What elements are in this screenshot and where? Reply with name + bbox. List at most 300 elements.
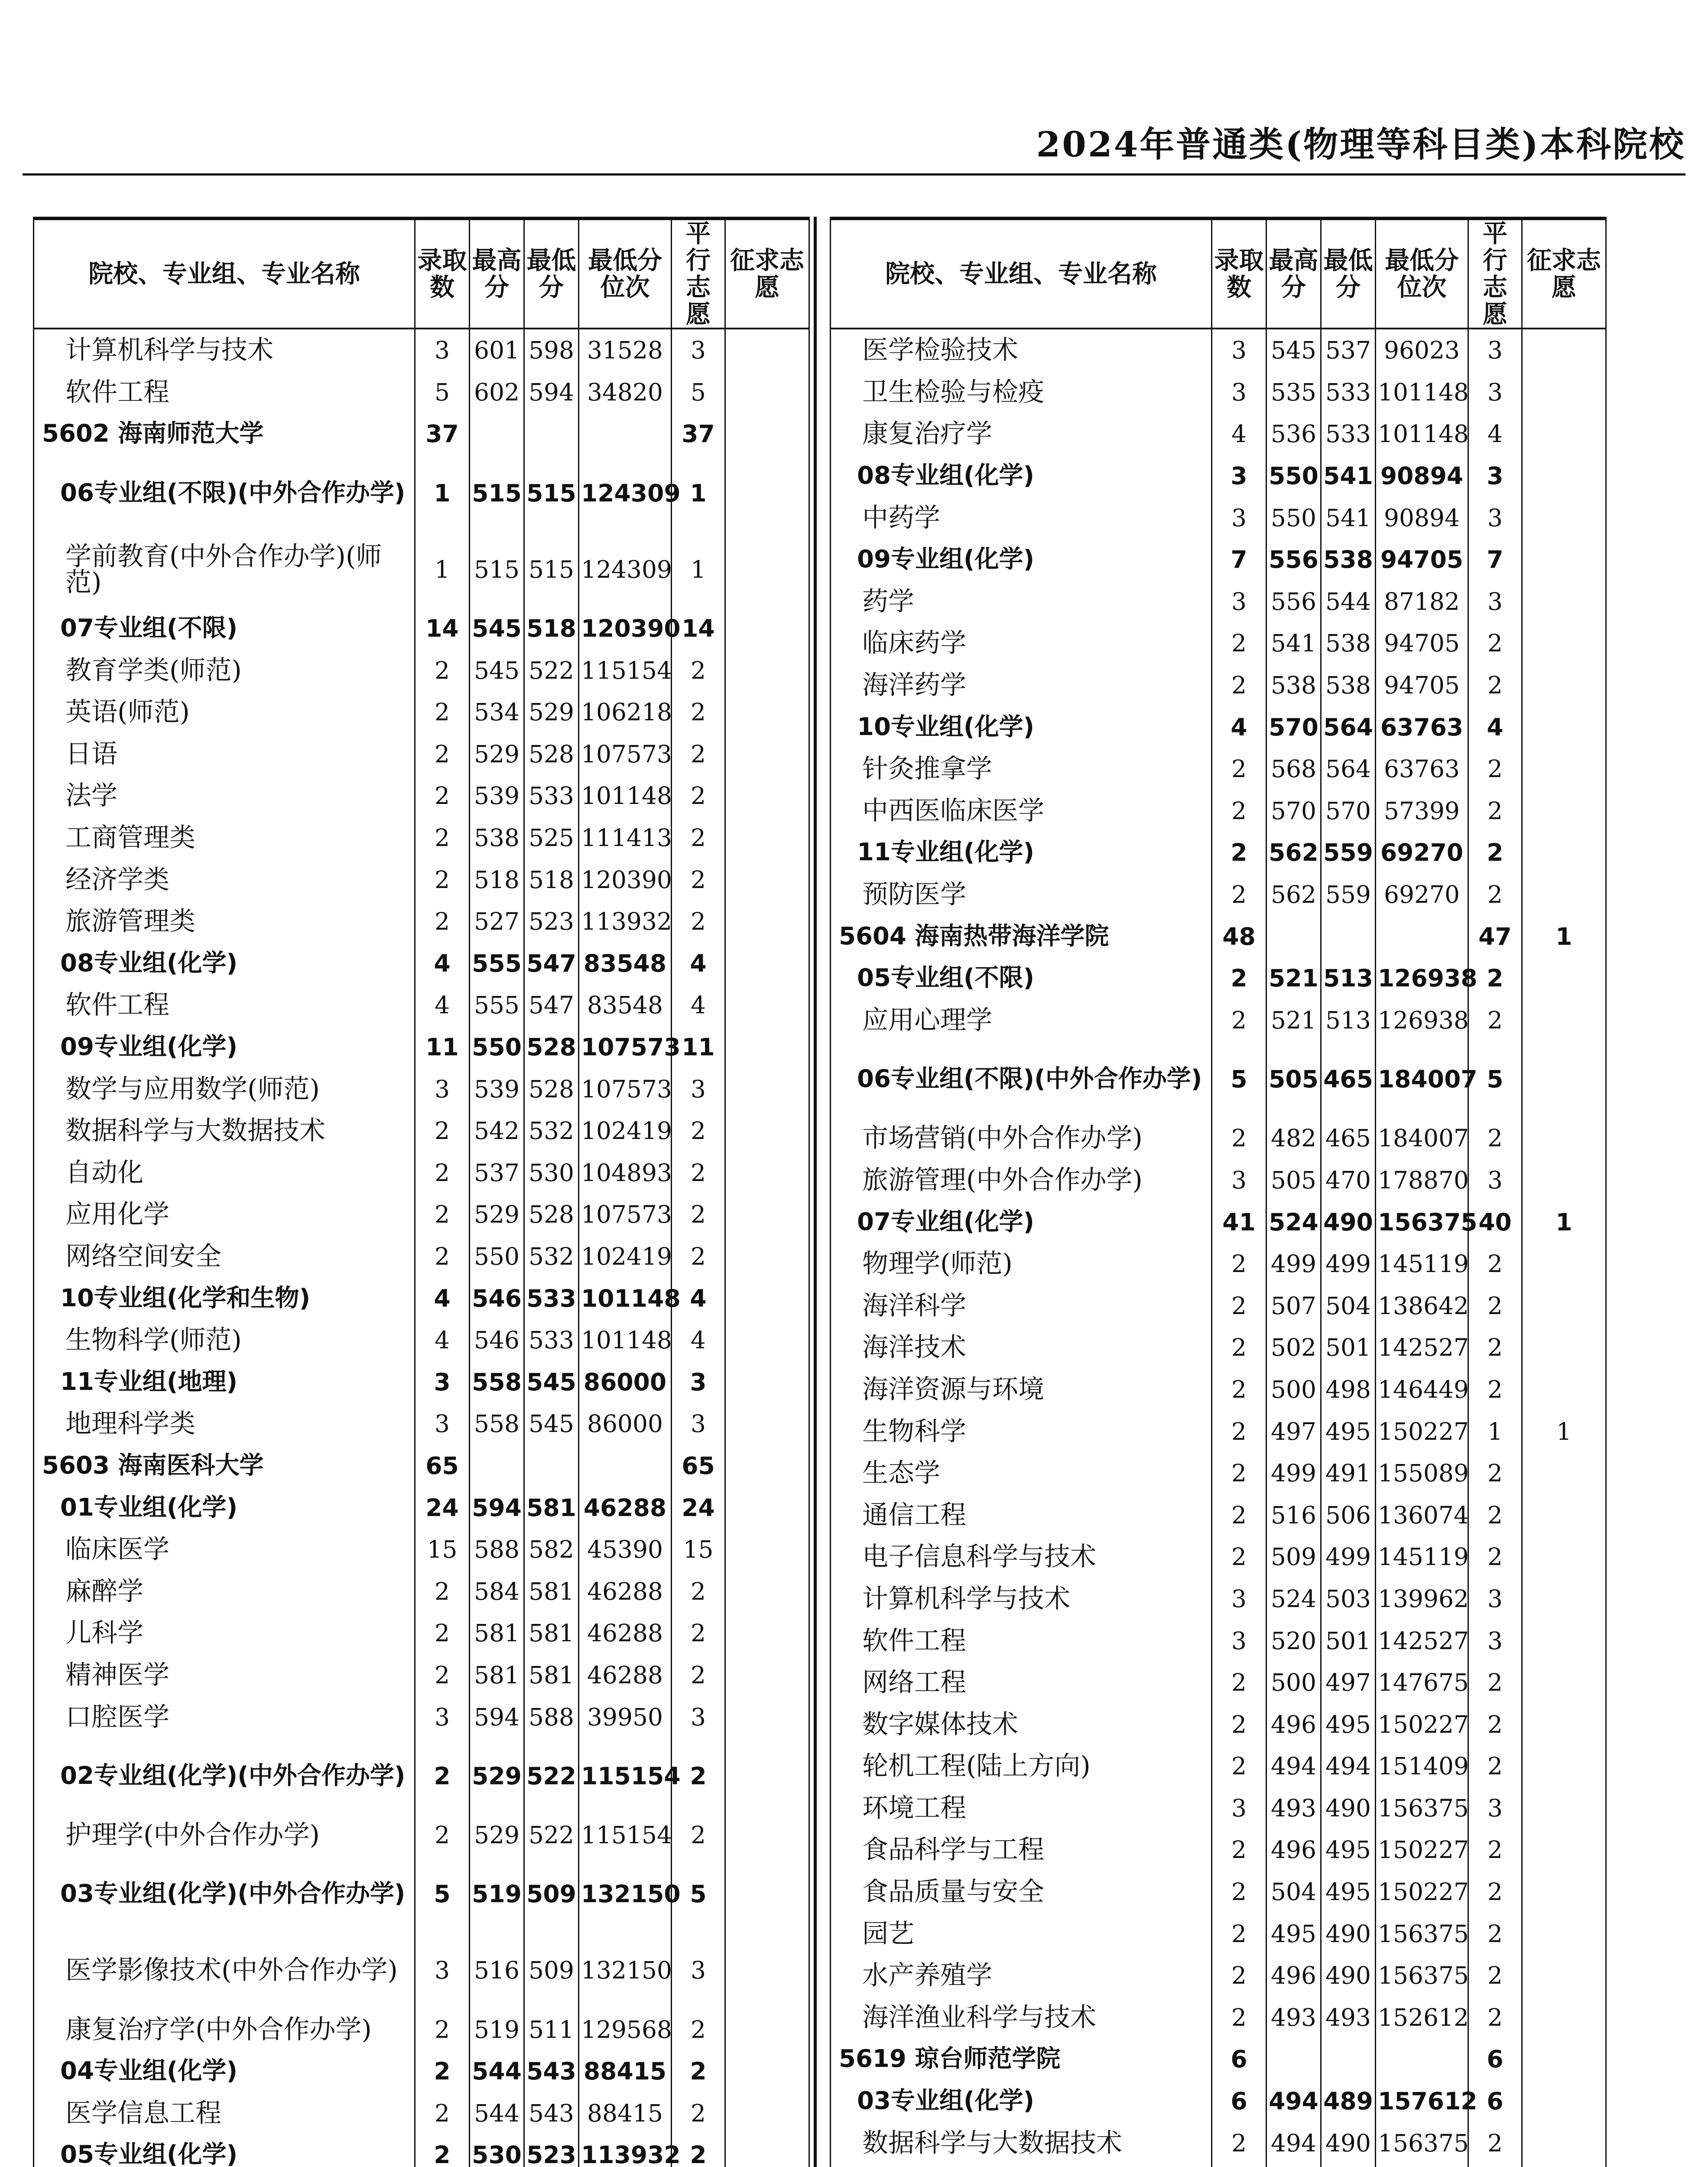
cell-min-score: 543 xyxy=(524,2050,579,2092)
cell-parallel-count: 3 xyxy=(1468,1578,1522,1620)
cell-max-score: 546 xyxy=(470,1319,524,1361)
cell-parallel-count: 2 xyxy=(1468,1703,1522,1745)
major-row xyxy=(831,1327,1606,1369)
cell-admit-count: 2 xyxy=(1212,1285,1266,1327)
major-row xyxy=(34,691,809,733)
cell-solicit-count xyxy=(1522,1913,1606,1955)
cell-solicit-count xyxy=(725,1319,809,1361)
major-row xyxy=(34,1932,809,2008)
cell-admit-count: 2 xyxy=(1212,874,1266,916)
cell-admit-count: 3 xyxy=(1212,329,1266,371)
cell-admit-count: 3 xyxy=(1212,1159,1266,1201)
cell-admit-count: 2 xyxy=(415,2050,470,2092)
major-row xyxy=(34,733,809,775)
cell-max-score: 570 xyxy=(1266,706,1321,748)
major-row xyxy=(34,901,809,943)
cell-parallel-count: 2 xyxy=(672,1194,725,1236)
cell-name: 数据科学与大数据技术 xyxy=(34,1110,415,1152)
cell-name: 临床药学 xyxy=(831,622,1212,664)
major-row xyxy=(34,1570,809,1612)
cell-max-score: 537 xyxy=(470,1152,524,1194)
cell-min-score: 594 xyxy=(524,371,579,413)
cell-max-score: 536 xyxy=(1266,413,1321,455)
cell-min-score: 495 xyxy=(1321,1703,1376,1745)
cell-solicit-count xyxy=(1522,413,1606,455)
cell-max-score: 550 xyxy=(470,1236,524,1278)
cell-solicit-count xyxy=(1522,1662,1606,1704)
cell-name: 05专业组(不限) xyxy=(831,957,1212,999)
cell-min-score xyxy=(1321,2164,1376,2167)
cell-solicit-count xyxy=(1522,748,1606,790)
cell-min-score: 547 xyxy=(524,943,579,985)
cell-min-rank: 101148 xyxy=(579,1277,672,1319)
cell-admit-count: 4 xyxy=(1212,413,1266,455)
cell-name: 食品质量与安全 xyxy=(831,1871,1212,1913)
cell-min-rank: 88415 xyxy=(579,2050,672,2092)
major-row xyxy=(831,1703,1606,1745)
cell-min-score xyxy=(1321,915,1376,957)
cell-max-score: 482 xyxy=(1266,1117,1321,1159)
cell-name: 口腔医学 xyxy=(34,1696,415,1738)
cell-solicit-count xyxy=(1522,1703,1606,1745)
cell-max-score: 494 xyxy=(1266,2080,1321,2122)
cell-parallel-count: 4 xyxy=(672,1277,725,1319)
cell-min-score: 559 xyxy=(1321,832,1376,874)
group-row xyxy=(34,455,809,531)
cell-max-score: 550 xyxy=(1266,497,1321,539)
cell-max-score: 494 xyxy=(1266,1745,1321,1787)
cell-max-score xyxy=(470,413,524,455)
cell-name: 物理学(师范) xyxy=(831,1243,1212,1285)
cell-min-rank: 86000 xyxy=(579,1403,672,1445)
cell-name: 水产养殖学 xyxy=(831,1955,1212,1997)
cell-max-score: 535 xyxy=(1266,371,1321,413)
cell-admit-count: 2 xyxy=(1212,832,1266,874)
cell-parallel-count: 3 xyxy=(672,1068,725,1110)
cell-parallel-count: 5 xyxy=(672,1856,725,1932)
cell-min-rank: 184007 xyxy=(1376,1041,1468,1117)
cell-admit-count: 4 xyxy=(1212,706,1266,748)
left-admission-table xyxy=(33,217,810,2167)
cell-name: 电子信息科学与技术 xyxy=(831,1536,1212,1578)
cell-name: 07专业组(化学) xyxy=(831,1201,1212,1243)
cell-solicit-count xyxy=(725,1856,809,1932)
cell-admit-count: 2 xyxy=(1212,1703,1266,1745)
header-name: 院校、专业组、专业名称 xyxy=(831,218,1212,329)
cell-min-score: 465 xyxy=(1321,1117,1376,1159)
cell-name: 09专业组(化学) xyxy=(34,1026,415,1068)
cell-min-score: 499 xyxy=(1321,1243,1376,1285)
cell-parallel-count: 37 xyxy=(672,413,725,455)
header-high: 最高分 xyxy=(470,218,524,329)
cell-min-rank: 69270 xyxy=(1376,832,1468,874)
cell-admit-count: 1 xyxy=(415,455,470,531)
major-row xyxy=(34,984,809,1026)
cell-solicit-count xyxy=(1522,539,1606,581)
cell-name: 软件工程 xyxy=(34,371,415,413)
cell-admit-count: 2 xyxy=(415,2134,470,2167)
header-parallel: 平行志愿 xyxy=(672,218,725,329)
cell-name: 数学与应用数学(师范) xyxy=(34,1068,415,1110)
cell-max-score xyxy=(1266,2038,1321,2080)
group-row xyxy=(831,1041,1606,1117)
cell-max-score: 509 xyxy=(1266,1536,1321,1578)
cell-name: 旅游管理(中外合作办学) xyxy=(831,1159,1212,1201)
cell-admit-count: 2 xyxy=(415,1110,470,1152)
cell-min-score xyxy=(1321,2038,1376,2080)
cell-min-score: 532 xyxy=(524,1236,579,1278)
cell-name: 护理学(中外合作办学) xyxy=(34,1814,415,1856)
cell-min-score: 544 xyxy=(1321,581,1376,623)
major-row xyxy=(34,859,809,901)
column-divider xyxy=(814,217,817,2167)
cell-admit-count: 2 xyxy=(1212,1243,1266,1285)
cell-max-score: 555 xyxy=(470,984,524,1026)
cell-parallel-count: 2 xyxy=(672,1152,725,1194)
cell-parallel-count: 1 xyxy=(672,455,725,531)
cell-solicit-count xyxy=(1522,957,1606,999)
cell-min-score: 545 xyxy=(524,1403,579,1445)
major-row xyxy=(34,649,809,691)
cell-parallel-count: 2 xyxy=(672,901,725,943)
major-row xyxy=(34,2092,809,2134)
cell-min-score: 529 xyxy=(524,691,579,733)
cell-solicit-count xyxy=(725,1068,809,1110)
cell-admit-count: 2 xyxy=(1212,1829,1266,1871)
group-row xyxy=(831,832,1606,874)
cell-name: 08专业组(化学) xyxy=(34,943,415,985)
cell-parallel-count: 3 xyxy=(672,329,725,371)
cell-solicit-count xyxy=(725,1445,809,1487)
cell-min-rank: 115154 xyxy=(579,1814,672,1856)
cell-name: 预防医学 xyxy=(831,874,1212,916)
group-row xyxy=(34,2134,809,2167)
cell-name: 海洋药学 xyxy=(831,664,1212,706)
cell-min-rank: 83548 xyxy=(579,943,672,985)
cell-parallel-count: 2 xyxy=(1468,1285,1522,1327)
cell-max-score: 505 xyxy=(1266,1159,1321,1201)
major-row xyxy=(831,1117,1606,1159)
cell-solicit-count xyxy=(1522,1829,1606,1871)
cell-min-rank: 94705 xyxy=(1376,539,1468,581)
cell-solicit-count xyxy=(725,1277,809,1319)
cell-name: 经济学类 xyxy=(34,859,415,901)
cell-solicit-count xyxy=(1522,371,1606,413)
cell-parallel-count: 2 xyxy=(1468,1745,1522,1787)
cell-min-rank: 101148 xyxy=(579,1319,672,1361)
header-count: 录取数 xyxy=(1212,218,1266,329)
cell-solicit-count xyxy=(1522,1452,1606,1494)
major-row xyxy=(831,2164,1606,2167)
cell-min-rank: 132150 xyxy=(579,1932,672,2008)
cell-parallel-count: 2 xyxy=(1468,1494,1522,1536)
cell-min-rank: 63763 xyxy=(1376,706,1468,748)
cell-min-score: 564 xyxy=(1321,706,1376,748)
major-row xyxy=(831,497,1606,539)
cell-admit-count: 3 xyxy=(1212,497,1266,539)
cell-min-score: 533 xyxy=(524,1319,579,1361)
cell-min-rank: 63763 xyxy=(1376,748,1468,790)
cell-min-score: 528 xyxy=(524,1194,579,1236)
cell-name: 海洋科学 xyxy=(831,1285,1212,1327)
table-header-row xyxy=(34,218,809,329)
group-row xyxy=(831,1201,1606,1243)
cell-name: 5619 琼台师范学院 xyxy=(831,2038,1212,2080)
cell-name: 应用化学 xyxy=(34,1194,415,1236)
cell-parallel-count: 2 xyxy=(672,1110,725,1152)
cell-min-rank: 102419 xyxy=(579,1236,672,1278)
cell-min-score: 501 xyxy=(1321,1327,1376,1369)
cell-min-score: 494 xyxy=(1321,1745,1376,1787)
cell-admit-count: 2 xyxy=(415,1570,470,1612)
cell-min-rank: 136074 xyxy=(1376,1494,1468,1536)
cell-min-score: 564 xyxy=(1321,748,1376,790)
cell-solicit-count xyxy=(1522,874,1606,916)
cell-solicit-count xyxy=(1522,2164,1606,2167)
cell-admit-count: 2 xyxy=(1212,957,1266,999)
cell-max-score: 519 xyxy=(470,1856,524,1932)
cell-parallel-count: 3 xyxy=(1468,497,1522,539)
cell-max-score: 497 xyxy=(1266,1410,1321,1452)
major-row xyxy=(831,1787,1606,1829)
cell-name: 医学检验技术 xyxy=(831,329,1212,371)
cell-solicit-count xyxy=(725,1738,809,1814)
cell-admit-count: 2 xyxy=(415,649,470,691)
cell-name: 生物科学(师范) xyxy=(34,1319,415,1361)
cell-min-score: 490 xyxy=(1321,1201,1376,1243)
cell-max-score: 562 xyxy=(1266,832,1321,874)
cell-name: 06专业组(不限)(中外合作办学) xyxy=(831,1041,1212,1117)
major-row xyxy=(831,1159,1606,1201)
cell-solicit-count: 1 xyxy=(1522,915,1606,957)
cell-admit-count: 3 xyxy=(415,329,470,371)
cell-max-score: 545 xyxy=(470,649,524,691)
cell-min-rank: 111413 xyxy=(579,817,672,859)
cell-admit-count: 24 xyxy=(415,1487,470,1529)
cell-min-score: 518 xyxy=(524,859,579,901)
cell-solicit-count xyxy=(725,691,809,733)
cell-min-score: 506 xyxy=(1321,1494,1376,1536)
cell-max-score: 499 xyxy=(1266,1243,1321,1285)
cell-max-score: 539 xyxy=(470,1068,524,1110)
school-row xyxy=(34,413,809,455)
cell-parallel-count: 2 xyxy=(1468,1117,1522,1159)
cell-solicit-count xyxy=(1522,581,1606,623)
cell-admit-count: 4 xyxy=(415,1277,470,1319)
cell-min-rank: 107573 xyxy=(579,733,672,775)
cell-parallel-count: 2 xyxy=(672,1570,725,1612)
major-row xyxy=(34,1236,809,1278)
cell-min-score: 533 xyxy=(1321,371,1376,413)
group-row xyxy=(34,1738,809,1814)
cell-solicit-count xyxy=(1522,1787,1606,1829)
cell-name: 英语(师范) xyxy=(34,691,415,733)
cell-admit-count: 3 xyxy=(1212,1620,1266,1662)
cell-max-score: 541 xyxy=(1266,622,1321,664)
cell-name: 06专业组(不限)(中外合作办学) xyxy=(34,455,415,531)
cell-min-rank: 107573 xyxy=(579,1026,672,1068)
cell-min-rank: 126938 xyxy=(1376,957,1468,999)
cell-min-rank: 124309 xyxy=(579,531,672,608)
cell-parallel-count: 1 xyxy=(672,531,725,608)
cell-min-rank: 145119 xyxy=(1376,1243,1468,1285)
cell-min-rank: 156375 xyxy=(1376,1955,1468,1997)
cell-parallel-count: 14 xyxy=(672,608,725,650)
cell-min-rank: 104893 xyxy=(579,1152,672,1194)
cell-admit-count: 3 xyxy=(1212,371,1266,413)
cell-min-rank: 157612 xyxy=(1376,2080,1468,2122)
cell-parallel-count: 2 xyxy=(1468,1662,1522,1704)
group-row xyxy=(34,1277,809,1319)
cell-min-rank: 102419 xyxy=(579,1110,672,1152)
cell-admit-count: 5 xyxy=(415,1856,470,1932)
cell-max-score: 520 xyxy=(1266,1620,1321,1662)
major-row xyxy=(831,874,1606,916)
cell-name: 09专业组(化学) xyxy=(831,539,1212,581)
cell-min-score: 497 xyxy=(1321,1662,1376,1704)
cell-name: 地理科学类 xyxy=(34,1403,415,1445)
major-row xyxy=(34,775,809,817)
cell-min-rank: 87182 xyxy=(1376,581,1468,623)
cell-solicit-count xyxy=(725,1570,809,1612)
group-row xyxy=(831,706,1606,748)
cell-min-rank: 46288 xyxy=(579,1612,672,1654)
cell-min-score: 523 xyxy=(524,901,579,943)
cell-min-score: 547 xyxy=(524,984,579,1026)
cell-parallel-count: 5 xyxy=(672,371,725,413)
group-row xyxy=(34,1487,809,1529)
cell-parallel-count: 2 xyxy=(1468,1997,1522,2039)
group-row xyxy=(34,1856,809,1932)
cell-min-score: 541 xyxy=(1321,455,1376,497)
cell-max-score: 502 xyxy=(1266,1327,1321,1369)
cell-min-rank: 94705 xyxy=(1376,622,1468,664)
major-row xyxy=(34,1612,809,1654)
cell-min-score: 538 xyxy=(1321,539,1376,581)
cell-max-score: 570 xyxy=(1266,790,1321,832)
cell-parallel-count: 6 xyxy=(1468,2038,1522,2080)
cell-min-rank: 138642 xyxy=(1376,1285,1468,1327)
cell-solicit-count xyxy=(1522,2122,1606,2164)
major-row xyxy=(831,1955,1606,1997)
cell-parallel-count: 3 xyxy=(1468,581,1522,623)
cell-admit-count: 2 xyxy=(1212,1955,1266,1997)
cell-min-rank: 107573 xyxy=(579,1194,672,1236)
header-low: 最低分 xyxy=(1321,218,1376,329)
cell-admit-count: 3 xyxy=(1212,1578,1266,1620)
major-row xyxy=(831,622,1606,664)
cell-min-score: 490 xyxy=(1321,2122,1376,2164)
header-name: 院校、专业组、专业名称 xyxy=(34,218,415,329)
cell-min-score: 588 xyxy=(524,1696,579,1738)
major-row xyxy=(831,1410,1606,1452)
cell-solicit-count xyxy=(725,1612,809,1654)
cell-min-score xyxy=(524,413,579,455)
cell-name: 日语 xyxy=(34,733,415,775)
cell-admit-count: 2 xyxy=(415,1194,470,1236)
cell-name: 生态学 xyxy=(831,1452,1212,1494)
cell-solicit-count xyxy=(725,329,809,371)
cell-admit-count xyxy=(1212,2164,1266,2167)
cell-name: 法学 xyxy=(34,775,415,817)
cell-max-score: 516 xyxy=(470,1932,524,2008)
cell-name: 01专业组(化学) xyxy=(34,1487,415,1529)
cell-min-rank: 146449 xyxy=(1376,1369,1468,1411)
cell-parallel-count: 2 xyxy=(1468,1327,1522,1369)
cell-solicit-count xyxy=(1522,1578,1606,1620)
cell-parallel-count: 2 xyxy=(672,1738,725,1814)
cell-parallel-count: 2 xyxy=(1468,1536,1522,1578)
cell-solicit-count xyxy=(1522,1327,1606,1369)
cell-min-rank: 90894 xyxy=(1376,497,1468,539)
cell-parallel-count: 2 xyxy=(672,2092,725,2134)
cell-name: 卫生检验与检疫 xyxy=(831,371,1212,413)
major-row xyxy=(34,1110,809,1152)
cell-name: 网络空间安全 xyxy=(34,1236,415,1278)
cell-parallel-count: 3 xyxy=(1468,1159,1522,1201)
cell-name: 软件工程 xyxy=(831,1620,1212,1662)
cell-parallel-count: 65 xyxy=(672,1445,725,1487)
cell-min-rank xyxy=(1376,2038,1468,2080)
cell-admit-count: 41 xyxy=(1212,1201,1266,1243)
cell-solicit-count xyxy=(1522,1369,1606,1411)
page-title: 2024年普通类(物理等科目类)本科院校 xyxy=(1036,124,1685,165)
cell-min-score: 495 xyxy=(1321,1871,1376,1913)
cell-min-score: 528 xyxy=(524,1068,579,1110)
cell-max-score: 527 xyxy=(470,901,524,943)
cell-min-rank: 90894 xyxy=(1376,455,1468,497)
cell-admit-count: 37 xyxy=(415,413,470,455)
cell-max-score: 568 xyxy=(1266,748,1321,790)
cell-parallel-count xyxy=(1468,2164,1522,2167)
cell-min-score: 509 xyxy=(524,1856,579,1932)
cell-admit-count: 14 xyxy=(415,608,470,650)
cell-min-score: 511 xyxy=(524,2008,579,2050)
cell-admit-count: 1 xyxy=(415,531,470,608)
major-row xyxy=(34,2008,809,2050)
cell-max-score xyxy=(1266,2164,1321,2167)
cell-min-rank: 145119 xyxy=(1376,1536,1468,1578)
cell-max-score: 539 xyxy=(470,775,524,817)
cell-max-score: 544 xyxy=(470,2092,524,2134)
cell-name: 数字媒体技术 xyxy=(831,1703,1212,1745)
cell-min-score xyxy=(524,1445,579,1487)
cell-parallel-count: 47 xyxy=(1468,915,1522,957)
cell-parallel-count: 2 xyxy=(672,817,725,859)
cell-min-rank: 184007 xyxy=(1376,1117,1468,1159)
cell-min-rank: 124309 xyxy=(579,455,672,531)
major-row xyxy=(34,1194,809,1236)
cell-name: 自动化 xyxy=(34,1152,415,1194)
cell-admit-count: 2 xyxy=(1212,1369,1266,1411)
cell-parallel-count: 2 xyxy=(1468,1452,1522,1494)
cell-solicit-count xyxy=(725,1361,809,1403)
cell-admit-count: 2 xyxy=(1212,1662,1266,1704)
cell-max-score xyxy=(1266,915,1321,957)
cell-name: 11专业组(化学) xyxy=(831,832,1212,874)
cell-max-score: 495 xyxy=(1266,1913,1321,1955)
cell-admit-count: 2 xyxy=(415,1612,470,1654)
cell-admit-count: 3 xyxy=(415,1696,470,1738)
major-row xyxy=(34,531,809,608)
cell-name: 中药学 xyxy=(831,497,1212,539)
cell-min-score: 581 xyxy=(524,1654,579,1696)
cell-admit-count: 2 xyxy=(1212,1871,1266,1913)
cell-min-rank: 142527 xyxy=(1376,1620,1468,1662)
major-row xyxy=(34,1152,809,1194)
school-row xyxy=(831,2038,1606,2080)
cell-min-rank: 86000 xyxy=(579,1361,672,1403)
